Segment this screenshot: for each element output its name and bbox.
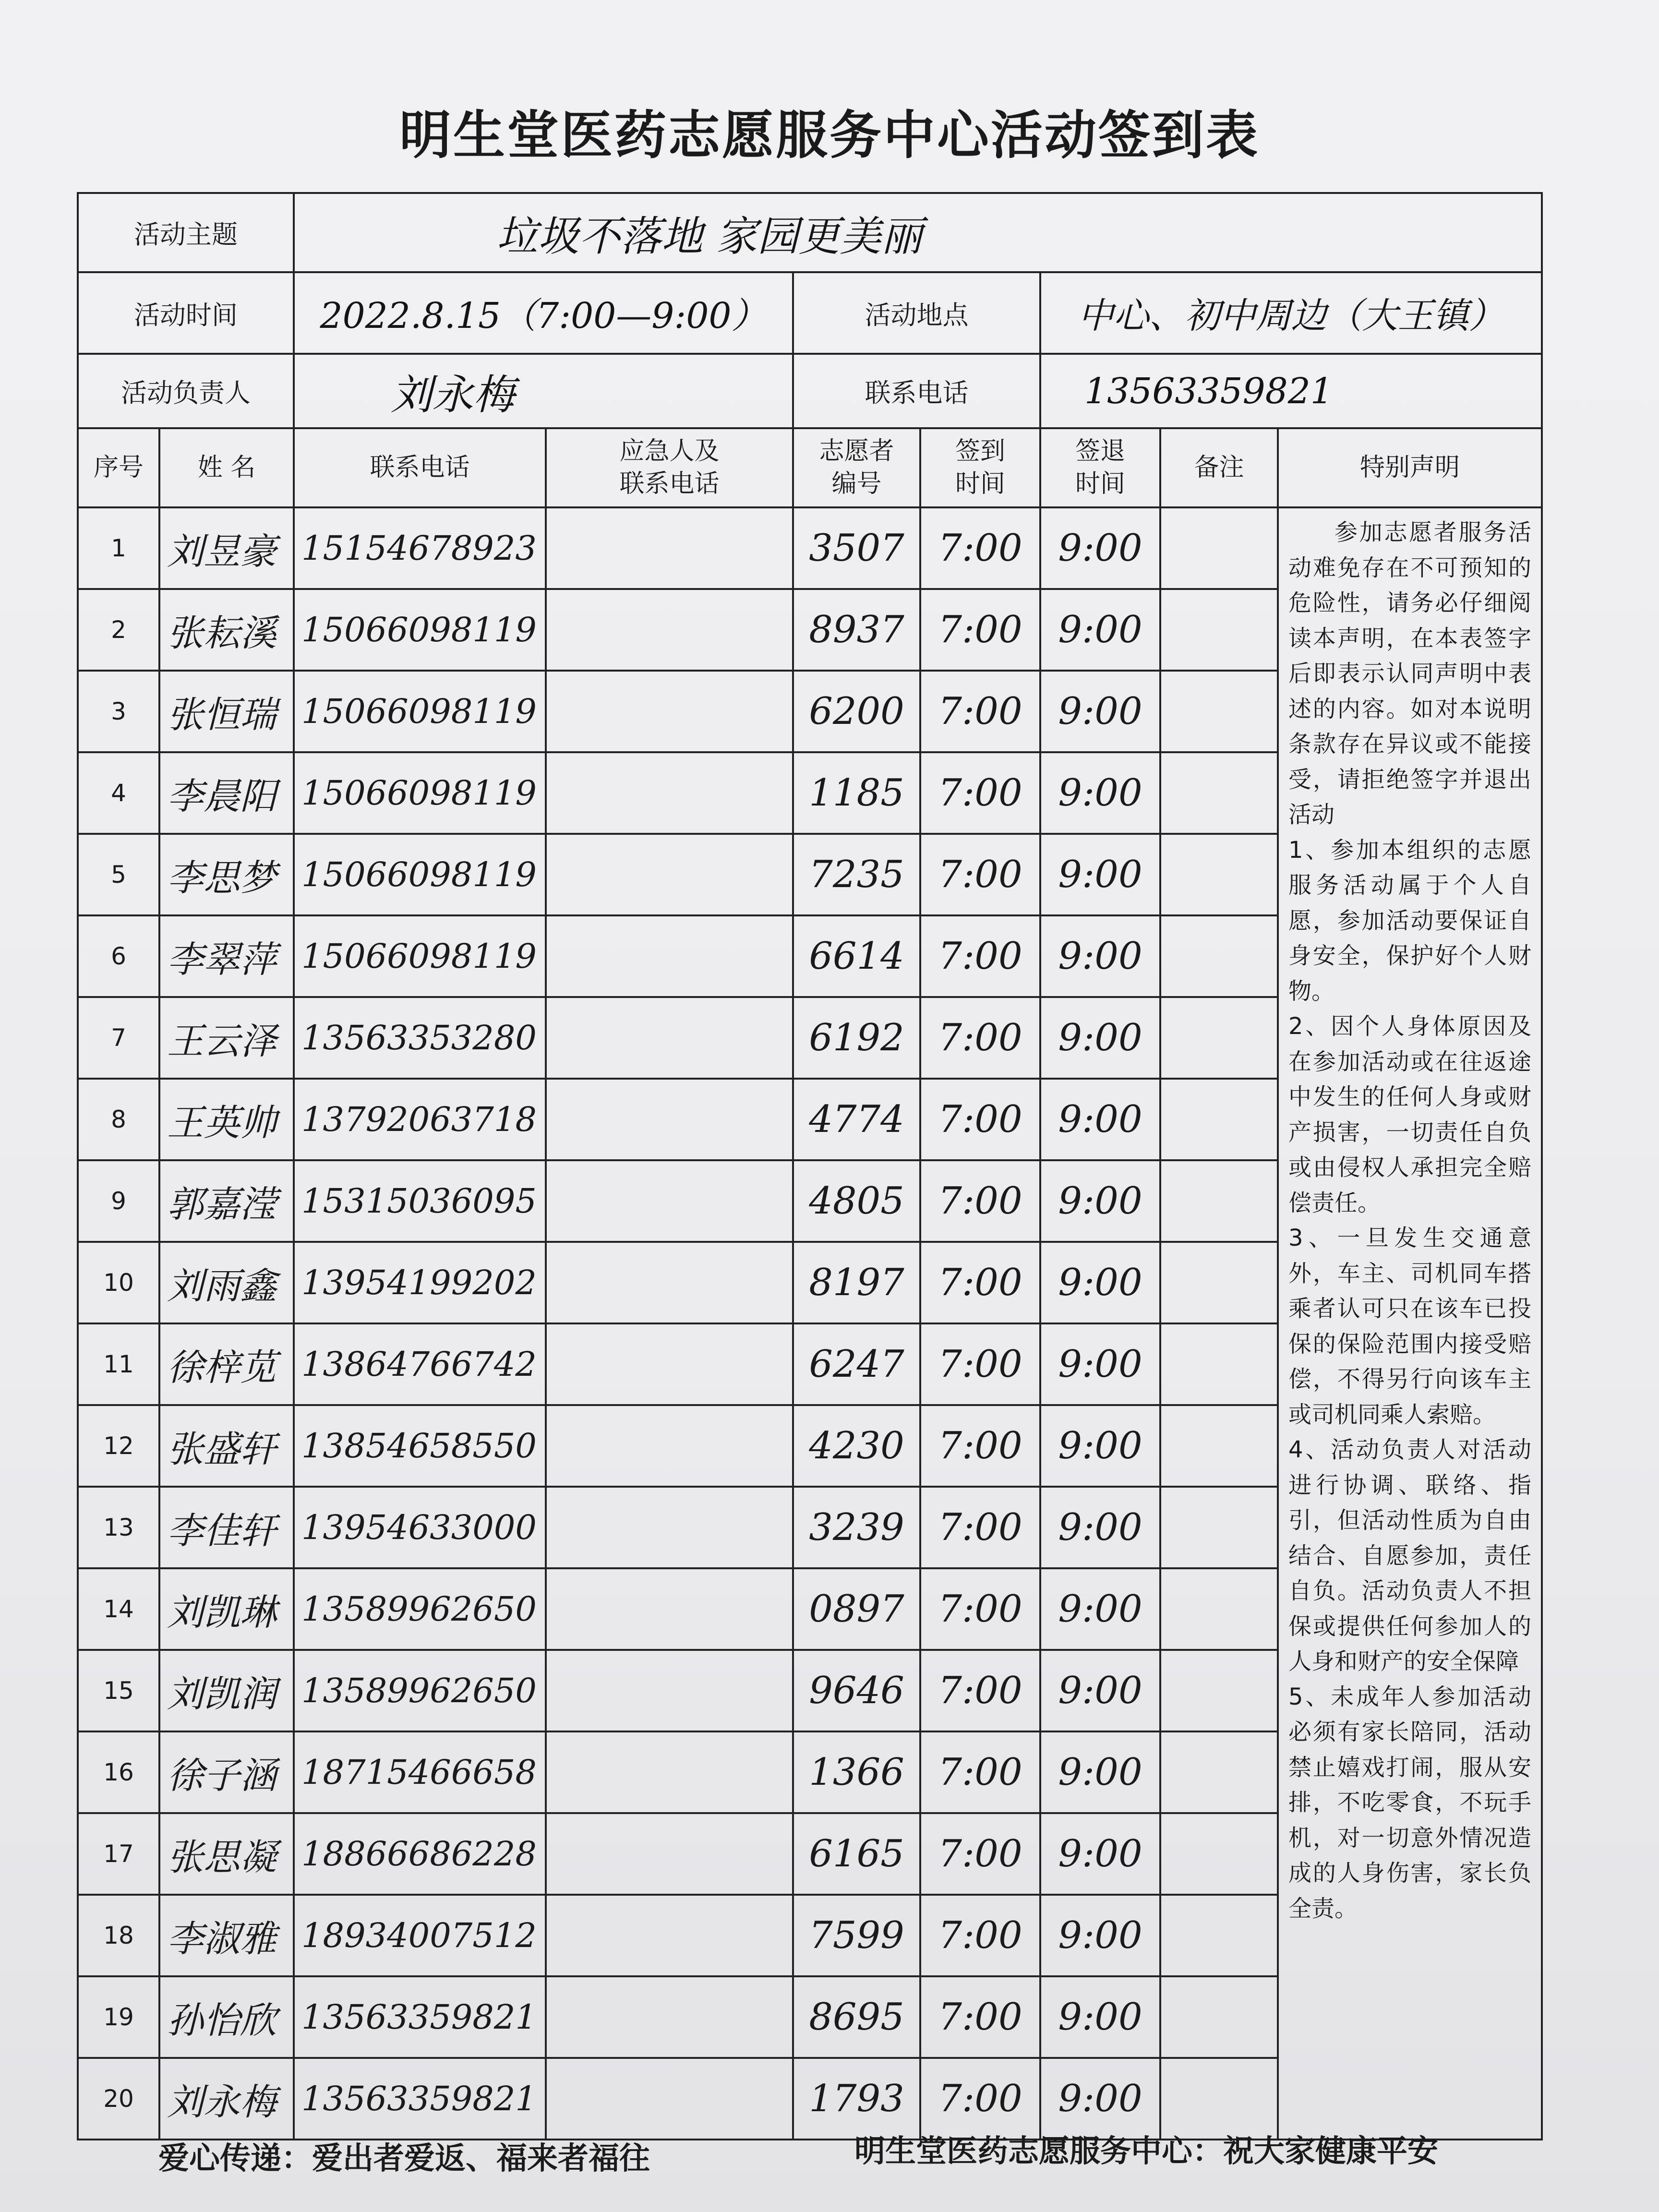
volunteer-id: 8197 [793,1242,920,1323]
volunteer-name: 孙怡欣 [159,1976,294,2058]
sign-in-time: 7:00 [920,1405,1040,1487]
sign-out-time: 9:00 [1040,1976,1160,2058]
volunteer-phone: 15315036095 [294,1160,546,1242]
emergency-contact [546,1731,793,1813]
sign-in-time: 7:00 [920,752,1040,834]
remark [1160,997,1278,1079]
volunteer-id: 6247 [793,1323,920,1405]
volunteer-id: 3507 [793,507,920,589]
sign-in-table [77,192,1543,2140]
volunteer-phone: 13563359821 [294,2058,546,2140]
sign-out-time: 9:00 [1040,507,1160,589]
remark [1160,1813,1278,1895]
row-number: 9 [78,1160,159,1242]
header-sign-in: 签到 时间 [920,428,1040,507]
sign-out-time: 9:00 [1040,1487,1160,1568]
volunteer-id: 3239 [793,1487,920,1568]
sign-out-time: 9:00 [1040,997,1160,1079]
volunteer-phone: 13589962650 [294,1568,546,1650]
remark [1160,1323,1278,1405]
volunteer-phone: 15066098119 [294,915,546,997]
remark [1160,1650,1278,1731]
leader-label: 活动负责人 [78,354,294,428]
sign-out-time: 9:00 [1040,1731,1160,1813]
row-number: 1 [78,507,159,589]
declaration-paragraph: 1、参加本组织的志愿服务活动属于个人自愿，参加活动要保证自身安全，保护好个人财物。 [1288,836,1532,1005]
volunteer-phone: 13589962650 [294,1650,546,1731]
sign-in-time: 7:00 [920,1650,1040,1731]
place-value: 中心、初中周边（大王镇） [1040,272,1542,354]
volunteer-name: 张恒瑞 [159,671,294,752]
volunteer-phone: 15066098119 [294,589,546,671]
volunteer-phone: 13792063718 [294,1079,546,1160]
volunteer-name: 刘永梅 [159,2058,294,2140]
time-value: 2022.8.15（7:00—9:00） [294,272,793,354]
emergency-contact [546,1405,793,1487]
sign-out-time: 9:00 [1040,1813,1160,1895]
volunteer-name: 王英帅 [159,1079,294,1160]
special-declaration [1278,507,1542,2140]
volunteer-id: 9646 [793,1650,920,1731]
row-number: 5 [78,834,159,915]
emergency-contact [546,834,793,915]
volunteer-phone: 18715466658 [294,1731,546,1813]
row-number: 20 [78,2058,159,2140]
header-phone: 联系电话 [294,428,546,507]
sign-in-time: 7:00 [920,2058,1040,2140]
time-label: 活动时间 [78,272,294,354]
header-declaration: 特别声明 [1278,428,1542,507]
volunteer-id: 7235 [793,834,920,915]
volunteer-name: 张耘溪 [159,589,294,671]
volunteer-id: 7599 [793,1895,920,1976]
header-emergency: 应急人及 联系电话 [546,428,793,507]
volunteer-phone: 13854658550 [294,1405,546,1487]
declaration-paragraph: 4、活动负责人对活动进行协调、联络、指引，但活动性质为自由结合、自愿参加，责任自负。活动负责人不担保或提供任何参加人的人身和财产的安全保障 [1288,1436,1532,1675]
sign-in-time: 7:00 [920,1731,1040,1813]
emergency-contact [546,1895,793,1976]
sign-in-time: 7:00 [920,1568,1040,1650]
sign-in-time: 7:00 [920,1895,1040,1976]
header-remark: 备注 [1160,428,1278,507]
emergency-contact [546,2058,793,2140]
sign-in-time: 7:00 [920,1487,1040,1568]
row-number: 7 [78,997,159,1079]
sign-in-time: 7:00 [920,997,1040,1079]
emergency-contact [546,1487,793,1568]
page-title: 明生堂医药志愿服务中心活动签到表 [399,106,1260,166]
sign-out-time: 9:00 [1040,1323,1160,1405]
remark [1160,1731,1278,1813]
volunteer-id: 6192 [793,997,920,1079]
sign-out-time: 9:00 [1040,589,1160,671]
volunteer-name: 李晨阳 [159,752,294,834]
volunteer-id: 1793 [793,2058,920,2140]
remark [1160,1895,1278,1976]
declaration-paragraph: 参加志愿者服务活动难免存在不可预知的危险性，请务必仔细阅读本声明，在本表签字后即表示认同声明中表述的内容。如对本说明条款存在异议或不能接受，请拒绝签字并退出活动 [1288,519,1532,828]
volunteer-phone: 18934007512 [294,1895,546,1976]
volunteer-name: 刘凯润 [159,1650,294,1731]
sign-in-time: 7:00 [920,1160,1040,1242]
row-number: 6 [78,915,159,997]
emergency-contact [546,1160,793,1242]
row-number: 14 [78,1568,159,1650]
sign-out-time: 9:00 [1040,752,1160,834]
row-number: 4 [78,752,159,834]
sign-in-time: 7:00 [920,1079,1040,1160]
sign-in-time: 7:00 [920,915,1040,997]
sign-out-time: 9:00 [1040,915,1160,997]
volunteer-id: 0897 [793,1568,920,1650]
volunteer-name: 李淑雅 [159,1895,294,1976]
volunteer-name: 刘凯琳 [159,1568,294,1650]
row-number: 8 [78,1079,159,1160]
sign-in-time: 7:00 [920,507,1040,589]
remark [1160,752,1278,834]
volunteer-phone: 15154678923 [294,507,546,589]
contact-phone-label: 联系电话 [793,354,1040,428]
row-number: 17 [78,1813,159,1895]
sign-out-time: 9:00 [1040,2058,1160,2140]
volunteer-phone: 15066098119 [294,671,546,752]
sign-out-time: 9:00 [1040,671,1160,752]
leader-row [78,354,1542,428]
row-number: 19 [78,1976,159,2058]
volunteer-phone: 13864766742 [294,1323,546,1405]
volunteer-name: 李翠萍 [159,915,294,997]
emergency-contact [546,752,793,834]
theme-label: 活动主题 [78,193,294,272]
remark [1160,1487,1278,1568]
volunteer-id: 1366 [793,1731,920,1813]
emergency-contact [546,507,793,589]
header-sign-out: 签退 时间 [1040,428,1160,507]
remark [1160,1568,1278,1650]
contact-phone-value: 13563359821 [1040,354,1542,428]
row-number: 11 [78,1323,159,1405]
volunteer-phone: 18866686228 [294,1813,546,1895]
theme-row [78,193,1542,272]
row-number: 10 [78,1242,159,1323]
row-number: 3 [78,671,159,752]
sign-out-time: 9:00 [1040,1079,1160,1160]
remark [1160,589,1278,671]
volunteer-id: 6614 [793,915,920,997]
footer-left: 爱心传递：爱出者爱返、福来者福往 [158,2141,650,2176]
declaration-paragraph: 5、未成年人参加活动必须有家长陪同，活动禁止嬉戏打闹，服从安排，不吃零食，不玩手机，对一切意外情况造成的人身伤害，家长负全责。 [1288,1683,1532,1922]
emergency-contact [546,1242,793,1323]
remark [1160,915,1278,997]
volunteer-name: 徐梓苋 [159,1323,294,1405]
sign-in-time: 7:00 [920,834,1040,915]
volunteer-id: 4230 [793,1405,920,1487]
emergency-contact [546,1323,793,1405]
remark [1160,1079,1278,1160]
remark [1160,1160,1278,1242]
volunteer-id: 1185 [793,752,920,834]
remark [1160,671,1278,752]
sign-out-time: 9:00 [1040,1160,1160,1242]
volunteer-id: 6165 [793,1813,920,1895]
remark [1160,507,1278,589]
row-number: 13 [78,1487,159,1568]
volunteer-name: 王云泽 [159,997,294,1079]
footer-right: 明生堂医药志愿服务中心：祝大家健康平安 [854,2134,1438,2169]
volunteer-id: 4774 [793,1079,920,1160]
volunteer-name: 张思凝 [159,1813,294,1895]
volunteer-name: 郭嘉滢 [159,1160,294,1242]
volunteer-phone: 15066098119 [294,752,546,834]
volunteer-phone: 13563359821 [294,1976,546,2058]
volunteer-id: 8695 [793,1976,920,2058]
sign-out-time: 9:00 [1040,834,1160,915]
row-number: 15 [78,1650,159,1731]
sign-in-time: 7:00 [920,1323,1040,1405]
volunteer-name: 张盛轩 [159,1405,294,1487]
remark [1160,1405,1278,1487]
volunteer-phone: 15066098119 [294,834,546,915]
sign-out-time: 9:00 [1040,1568,1160,1650]
emergency-contact [546,1813,793,1895]
emergency-contact [546,997,793,1079]
column-header-row [78,428,1542,507]
volunteer-id: 6200 [793,671,920,752]
sign-in-time: 7:00 [920,671,1040,752]
header-no: 序号 [78,428,159,507]
volunteer-id: 8937 [793,589,920,671]
emergency-contact [546,1568,793,1650]
emergency-contact [546,1976,793,2058]
sign-in-time: 7:00 [920,1813,1040,1895]
volunteer-name: 李思梦 [159,834,294,915]
volunteer-phone: 13563353280 [294,997,546,1079]
emergency-contact [546,1079,793,1160]
remark [1160,1242,1278,1323]
volunteer-name: 李佳轩 [159,1487,294,1568]
table-row [78,507,1542,589]
sign-out-time: 9:00 [1040,1242,1160,1323]
theme-value: 垃圾不落地 家园更美丽 [294,193,1542,272]
sign-out-time: 9:00 [1040,1650,1160,1731]
sign-in-time: 7:00 [920,1976,1040,2058]
header-name: 姓 名 [159,428,294,507]
volunteer-name: 徐子涵 [159,1731,294,1813]
declaration-paragraph: 3、一旦发生交通意外，车主、司机同车搭乘者认可只在该车已投保的保险范围内接受赔偿，不得另行向该车主或司机同乘人索赔。 [1288,1225,1532,1428]
volunteer-name: 刘雨鑫 [159,1242,294,1323]
volunteer-phone: 13954199202 [294,1242,546,1323]
remark [1160,834,1278,915]
emergency-contact [546,1650,793,1731]
row-number: 16 [78,1731,159,1813]
volunteer-name: 刘昱豪 [159,507,294,589]
sign-in-time: 7:00 [920,589,1040,671]
emergency-contact [546,671,793,752]
sign-in-time: 7:00 [920,1242,1040,1323]
sign-out-time: 9:00 [1040,1895,1160,1976]
sign-out-time: 9:00 [1040,1405,1160,1487]
leader-value: 刘永梅 [294,354,793,428]
row-number: 12 [78,1405,159,1487]
place-label: 活动地点 [793,272,1040,354]
emergency-contact [546,589,793,671]
volunteer-phone: 13954633000 [294,1487,546,1568]
row-number: 2 [78,589,159,671]
remark [1160,1976,1278,2058]
emergency-contact [546,915,793,997]
declaration-paragraph: 2、因个人身体原因及在参加活动或在往返途中发生的任何人身或财产损害，一切责任自负或由侵权人承担完全赔偿责任。 [1288,1013,1532,1216]
time-place-row [78,272,1542,354]
header-volunteer-id: 志愿者 编号 [793,428,920,507]
volunteer-id: 4805 [793,1160,920,1242]
row-number: 18 [78,1895,159,1976]
